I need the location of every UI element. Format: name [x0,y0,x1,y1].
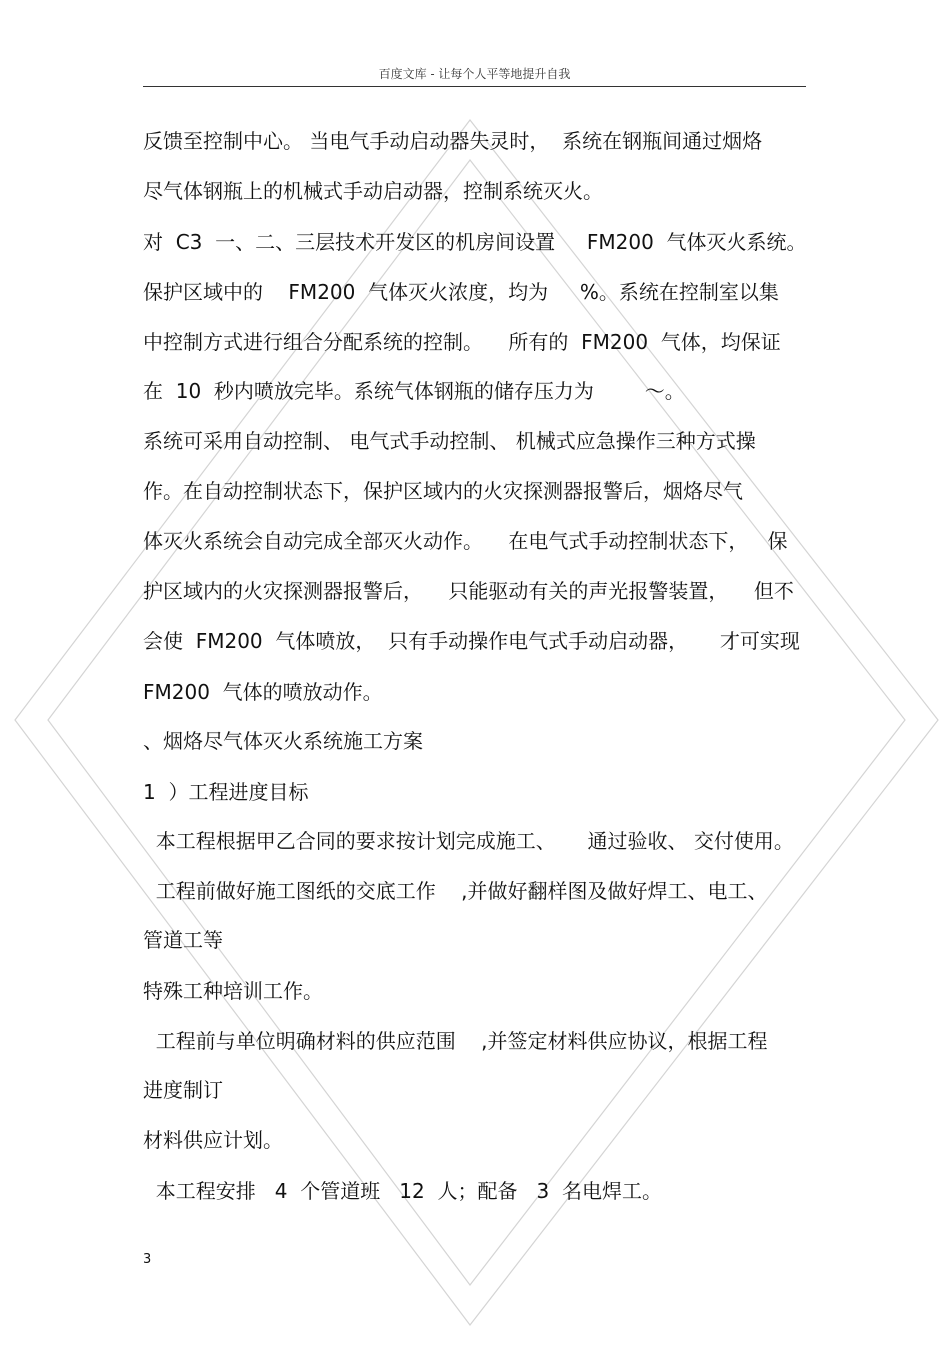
paragraph-line: 进度制订 [143,1078,223,1102]
paragraph-line: 反馈至控制中心。 当电气手动启动器失灵时， 系统在钢瓶间通过烟烙 [143,129,763,153]
paragraph-line: 护区域内的火灾探测器报警后， 只能驱动有关的声光报警装置， 但不 [143,579,794,603]
paragraph-line: 作。在自动控制状态下，保护区域内的火灾探测器报警后，烟烙尽气 [143,479,743,503]
paragraph-line: 尽气体钢瓶上的机械式手动启动器，控制系统灭火。 [143,179,603,203]
paragraph-line: 保护区域中的 FM200 气体灭火浓度，均为 %。系统在控制室以集 [143,280,779,304]
paragraph-line: 系统可采用自动控制、 电气式手动控制、 机械式应急操作三种方式操 [143,429,756,453]
paragraph-line: FM200 气体的喷放动作。 [143,680,383,704]
paragraph-line: 会使 FM200 气体喷放， 只有手动操作电气式手动启动器， 才可实现 [143,629,800,653]
paragraph-line: 材料供应计划。 [143,1128,283,1152]
paragraph-line: 工程前做好施工图纸的交底工作 ,并做好翻样图及做好焊工、电工、 [143,879,768,903]
paragraph-line: 管道工等 [143,928,223,952]
paragraph-line: 对 C3 一、二、三层技术开发区的机房间设置 FM200 气体灭火系统。 [143,230,807,254]
paragraph-line: 工程前与单位明确材料的供应范围 ,并签定材料供应协议，根据工程 [143,1029,768,1053]
paragraph-line: 中控制方式进行组合分配系统的控制。 所有的 FM200 气体，均保证 [143,330,781,354]
page-number: 3 [143,1252,152,1267]
paragraph-line: 本工程根据甲乙合同的要求按计划完成施工、 通过验收、 交付使用。 [143,829,794,853]
paragraph-line: 特殊工种培训工作。 [143,979,323,1003]
subsection-heading: 1 ）工程进度目标 [143,780,309,804]
paragraph-line: 本工程安排 4 个管道班 12 人；配备 3 名电焊工。 [143,1179,662,1203]
section-heading: 、烟烙尽气体灭火系统施工方案 [143,729,423,753]
page-header: 百度文库 - 让每个人平等地提升自我 [143,66,806,87]
paragraph-line: 在 10 秒内喷放完毕。系统气体钢瓶的储存压力为 ～。 [143,379,685,403]
paragraph-line: 体灭火系统会自动完成全部灭火动作。 在电气式手动控制状态下， 保 [143,529,788,553]
